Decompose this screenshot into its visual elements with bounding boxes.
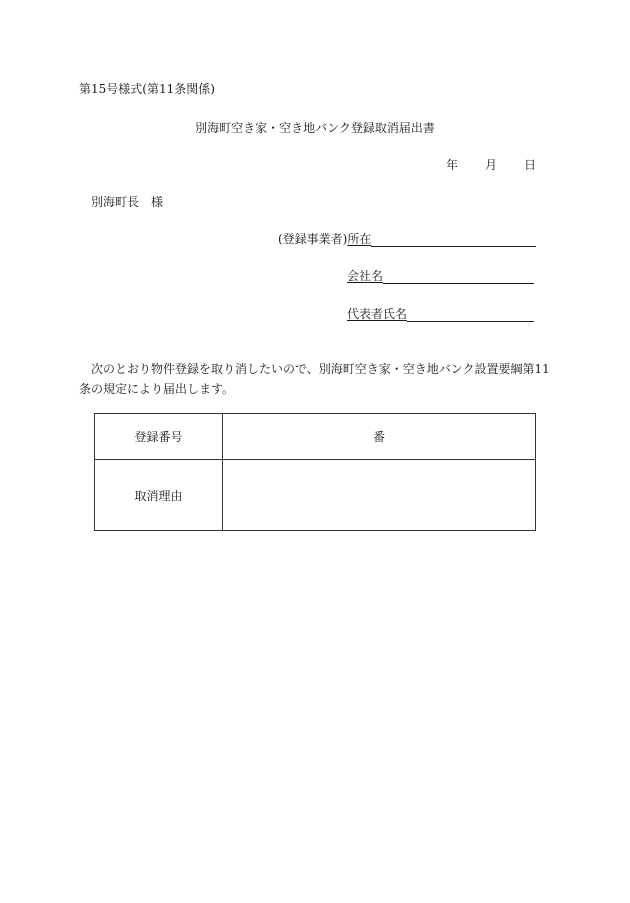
recipient: 別海町長 様: [91, 195, 164, 209]
representative-row: [347, 305, 534, 322]
form-number: 第15号様式(第11条関係): [79, 82, 215, 96]
date-month: 月: [484, 158, 497, 172]
address-label: 所在: [347, 232, 372, 246]
date-day: 日: [523, 158, 536, 172]
company-label: 会社名: [347, 269, 384, 283]
table-row: [95, 414, 536, 460]
address-field[interactable]: [371, 232, 536, 247]
info-table: [94, 413, 536, 531]
registration-number-field[interactable]: 番: [223, 414, 536, 460]
registration-number-label: 登録番号: [95, 414, 223, 460]
representative-field[interactable]: [407, 307, 534, 322]
representative-label: 代表者氏名: [347, 307, 408, 321]
date-row: [446, 156, 536, 173]
document-title: 別海町空き家・空き地バンク登録取消届出書: [195, 121, 435, 135]
date-year: 年: [446, 158, 459, 172]
applicant-prefix: (登録事業者): [278, 232, 348, 246]
address-row: [278, 230, 536, 247]
body-text: 次のとおり物件登録を取り消したいので、別海町空き家・空き地バンク設置要綱第11条の規定により届出します。: [79, 362, 550, 396]
company-row: [347, 267, 534, 284]
cancellation-reason-label: 取消理由: [95, 460, 223, 531]
company-field[interactable]: [383, 269, 534, 284]
cancellation-reason-field[interactable]: [223, 460, 536, 531]
table-row: [95, 460, 536, 531]
